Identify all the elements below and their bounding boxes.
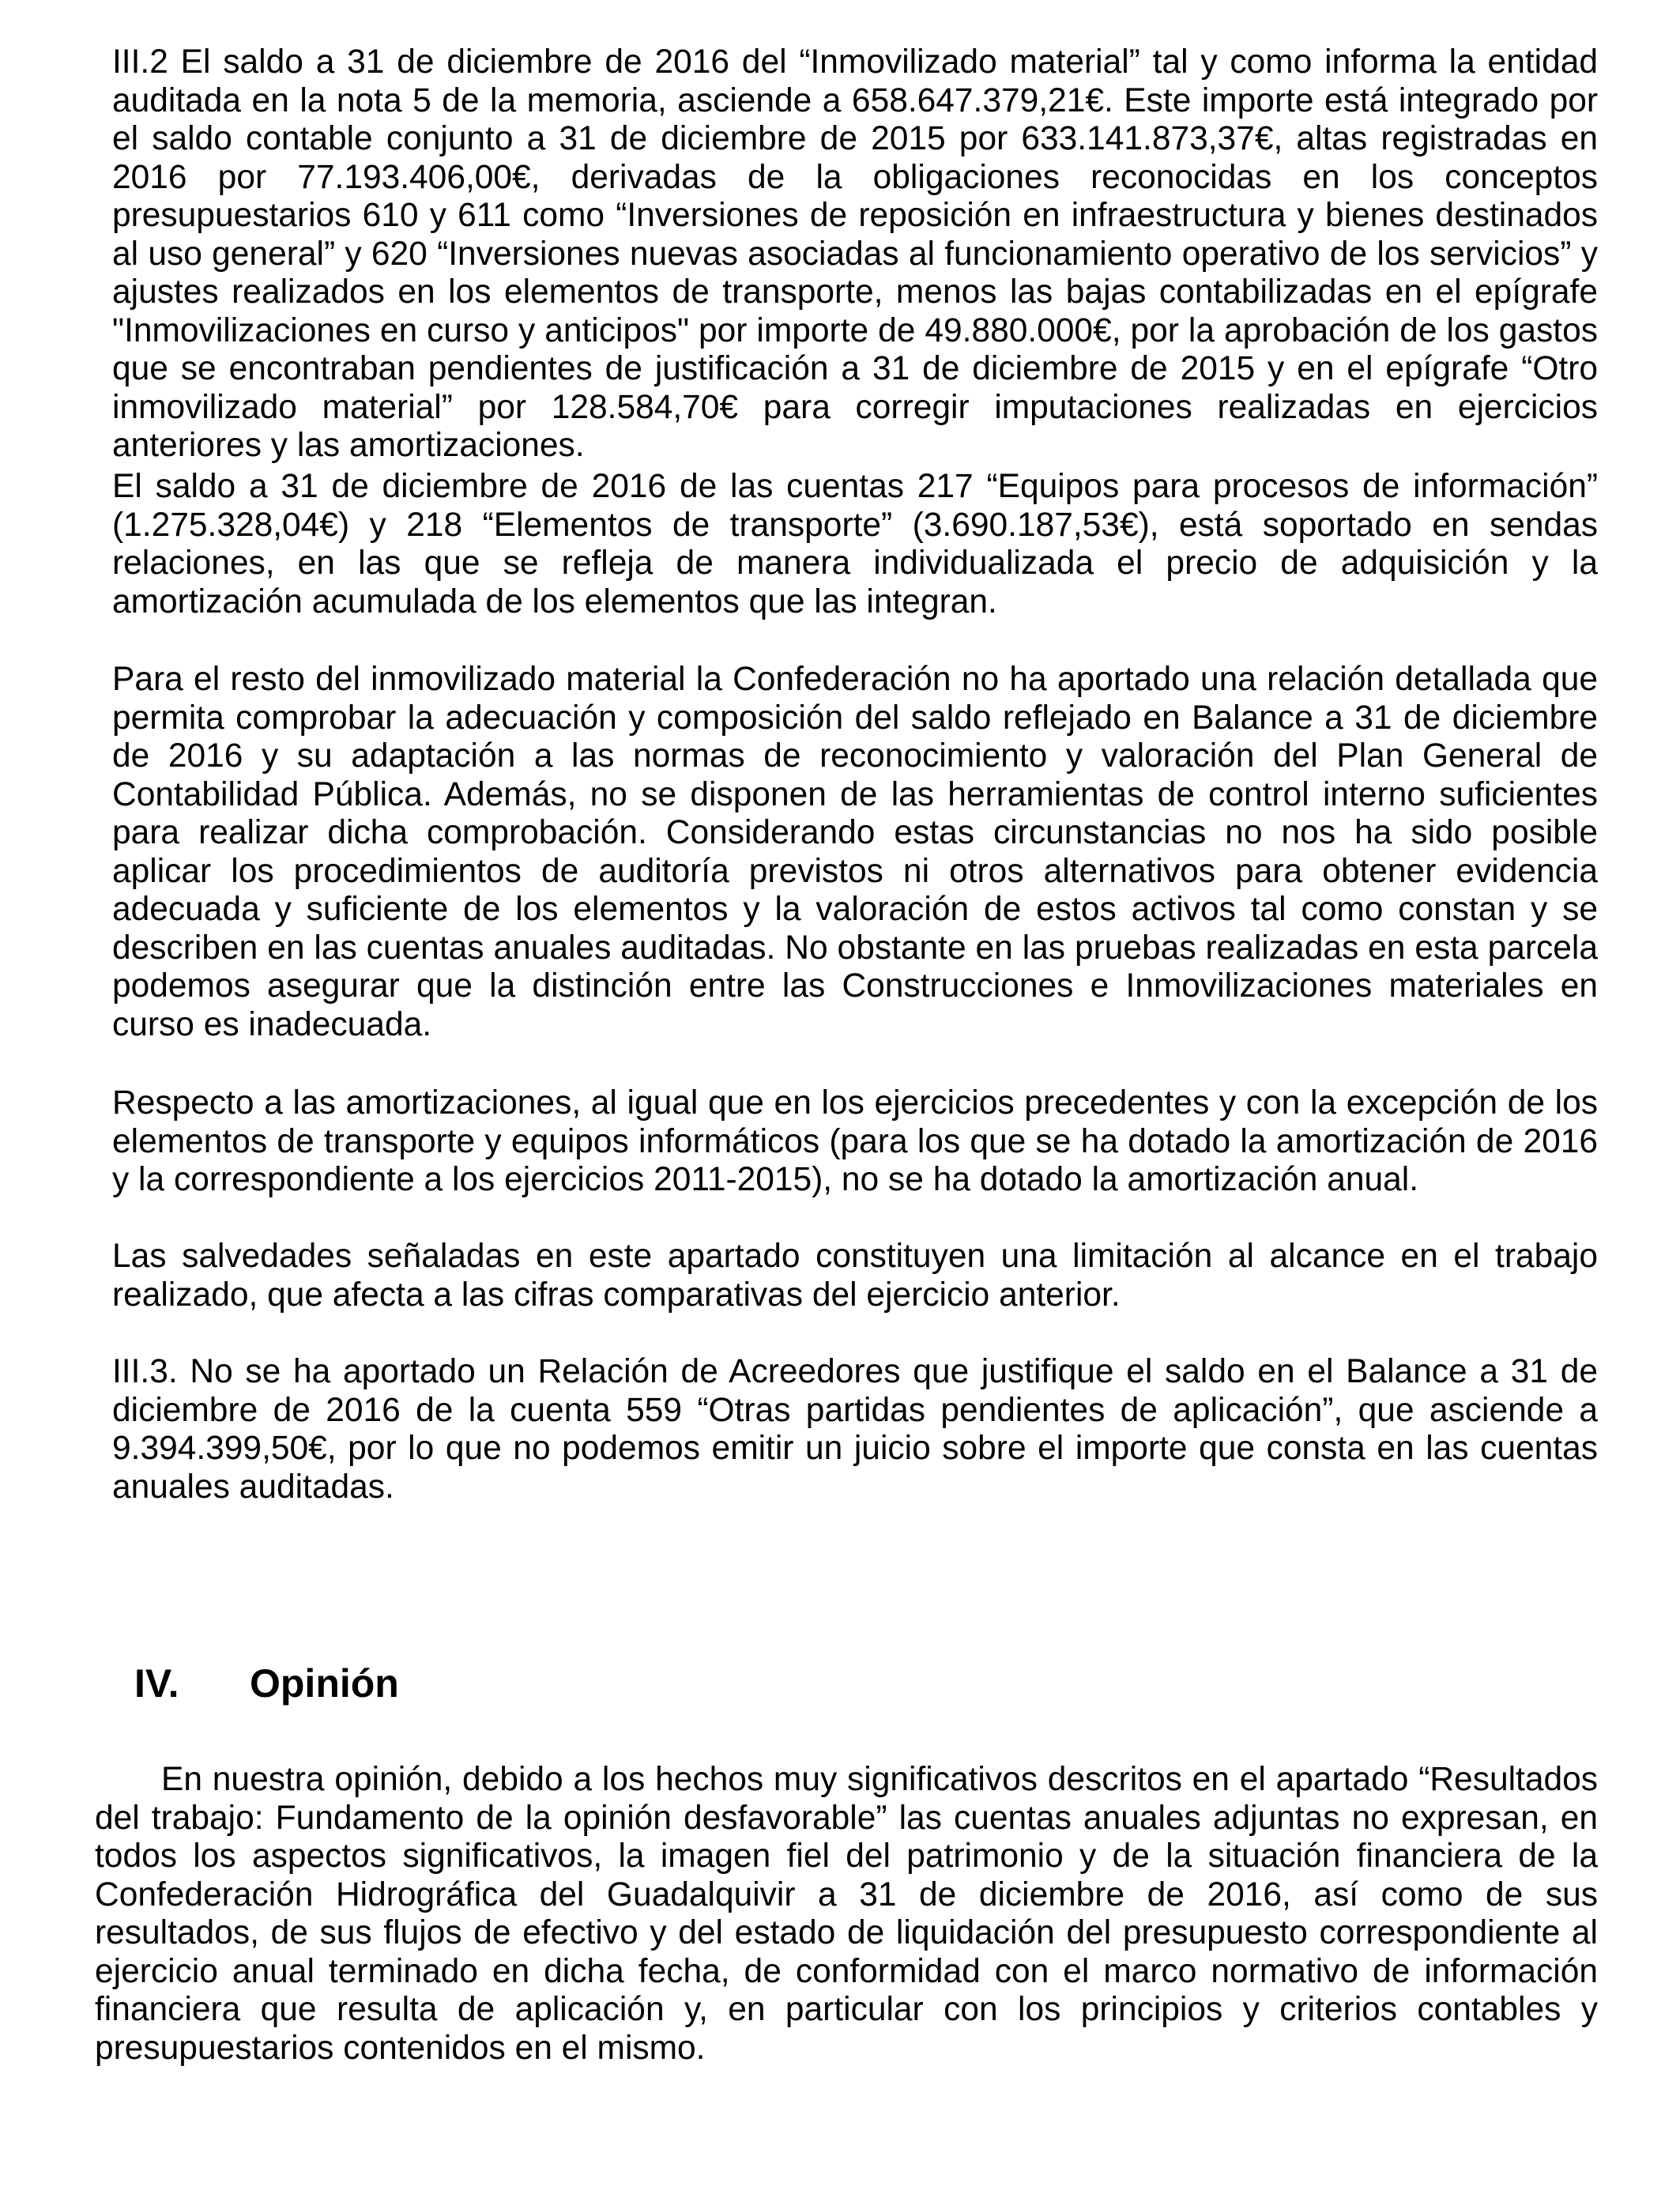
paragraph-cuentas-217-218: El saldo a 31 de diciembre de 2016 de las cuentas 217 “Equipos para procesos de información” (1.275.328,04€) y 218 “Elementos de transporte” (3.690.187,53€), está soportado en sendas relaciones, en las que se refleja de manera individualizada el precio de adquisición y la amortización acumulada de los elementos que las integran. [112,468,1598,620]
paragraph-amortizaciones: Respecto a las amortizaciones, al igual que en los ejercicios precedentes y con la excepción de los elementos de transporte y equipos informáticos (para los que se ha dotado la amortización de 2016 y la correspondiente a los ejercicios 2011-2015), no se ha dotado la amortización anual. [112,1084,1598,1198]
paragraph-salvedades: Las salvedades señaladas en este apartado constituyen una limitación al alcance en el trabajo realizado, que afecta a las cifras comparativas del ejercicio anterior. [112,1238,1598,1314]
paragraph-resto-inmovilizado: Para el resto del inmovilizado material la Confederación no ha aportado una relación detallada que permita comprobar la adecuación y composición del saldo reflejado en Balance a 31 de diciembre de 2016 y su adaptación a las normas de reconocimiento y valoración del Plan General de Contabilidad Pública. Además, no se disponen de las herramientas de control interno suficientes para realizar dicha comprobación. Considerando estas circunstancias no nos ha sido posible aplicar los procedimientos de auditoría previstos ni otros alternativos para obtener evidencia adecuada y suficiente de los elementos y la valoración de estos activos tal como constan y se describen en las cuentas anuales auditadas. No obstante en las pruebas realizadas en esta parcela podemos asegurar que la distinción entre las Construcciones e Inmovilizaciones materiales en curso es inadecuada. [112,661,1598,1043]
paragraph-cuenta-559: III.3. No se ha aportado un Relación de Acreedores que justifique el saldo en el Balance a 31 de diciembre de 2016 de la cuenta 559 “Otras partidas pendientes de aplicación”, que asciende a 9.394.399,50€, por lo que no podemos emitir un juicio sobre el importe que consta en las cuentas anuales auditadas. [112,1353,1598,1506]
paragraph-opinion-body: En nuestra opinión, debido a los hechos muy significativos descritos en el apartado “Resultados del trabajo: Fundamento de la opinión desfavorable” las cuentas anuales adjuntas no expresan, en todos los aspectos significativos, la imagen fiel del patrimonio y de la situación financiera de la Confederación Hidrográfica del Guadalquivir a 31 de diciembre de 2016, así como de sus resultados, de sus flujos de efectivo y del estado de liquidación del presupuesto correspondiente al ejercicio anual terminado en dicha fecha, de conformidad con el marco normativo de información financiera que resulta de aplicación y, en particular con los principios y criterios contables y presupuestarios contenidos en el mismo. [95,1761,1598,2067]
section-number: IV. [134,1661,179,1706]
paragraph-inmovilizado-saldo: III.2 El saldo a 31 de diciembre de 2016 del “Inmovilizado material” tal y como informa la entidad auditada en la nota 5 de la memoria, asciende a 658.647.379,21€. Este importe está integrado por el saldo contable conjunto a 31 de diciembre de 2015 por 633.141.873,37€, altas registradas en 2016 por 77.193.406,00€, derivadas de la obligaciones reconocidas en los conceptos presupuestarios 610 y 611 como “Inversiones de reposición en infraestructura y bienes destinados al uso general” y 620 “Inversiones nuevas asociadas al funcionamiento operativo de los servicios” y ajustes realizados en los elementos de transporte, menos las bajas contabilizadas en el epígrafe "Inmovilizaciones en curso y anticipos" por importe de 49.880.000€, por la aprobación de los gastos que se encontraban pendientes de justificación a 31 de diciembre de 2015 y en el epígrafe “Otro inmovilizado material” por 128.584,70€ para corregir imputaciones realizadas en ejercicios anteriores y las amortizaciones. [112,43,1598,464]
section-title: Opinión [250,1661,399,1706]
section-heading-opinion [134,1660,399,1707]
